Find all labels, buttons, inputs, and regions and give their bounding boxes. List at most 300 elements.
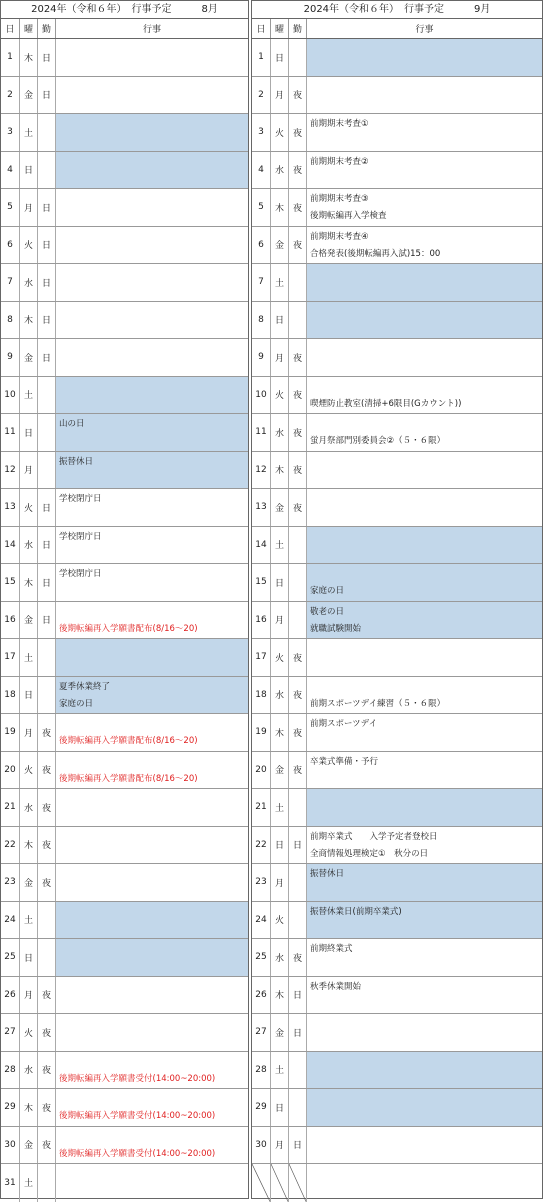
day-cell: 7 [1,264,20,301]
event-line-1 [310,79,538,96]
september-title: 2024年（令和６年） 行事予定 9月 [252,1,542,19]
event-line-2 [310,321,538,338]
event-line-1: 学校閉庁日 [59,494,102,504]
weekday-cell: 金 [20,864,38,901]
events-cell [56,564,248,601]
shift-cell: 夜 [38,1014,56,1051]
weekday-cell: 日 [20,939,38,976]
events-cell [56,864,248,901]
weekday-cell: 木 [20,1089,38,1126]
event-line-1: 前期期末考査② [310,156,369,167]
august-title: 2024年（令和６年） 行事予定 8月 [1,1,248,19]
event-line-2 [59,921,244,938]
event-line-1 [310,304,538,321]
shift-cell: 日 [289,1127,307,1164]
shift-cell: 夜 [38,1127,56,1164]
event-line-2 [59,433,244,450]
event-line-2 [59,658,244,675]
event-line-2 [59,508,244,525]
shift-cell [38,939,56,976]
event-line-2 [310,1146,538,1163]
shift-cell: 日 [38,77,56,114]
event-line-2: 後期転編再入学願書配布(8/16～20) [59,736,198,746]
table-row [1,452,248,490]
header-day: 日 [1,19,20,38]
day-cell: 8 [1,302,20,339]
events-cell [307,752,542,789]
events-cell [307,152,542,189]
shift-cell [289,302,307,339]
events-cell [56,114,248,151]
event-line-1: 振替休日 [310,869,345,879]
events-cell [307,39,542,76]
events-cell [56,902,248,939]
day-cell: 23 [252,864,271,901]
event-line-2: 全商情報処理検定① 秋分の日 [310,848,429,859]
weekday-cell: 日 [20,152,38,189]
table-row [1,789,248,827]
weekday-cell: 月 [271,864,289,901]
day-cell: 21 [252,789,271,826]
weekday-cell: 水 [271,152,289,189]
event-line-1 [59,1091,244,1108]
event-line-1 [59,1054,244,1071]
weekday-cell: 金 [271,489,289,526]
events-cell [56,302,248,339]
shift-cell: 夜 [289,152,307,189]
shift-cell [289,527,307,564]
day-cell: 27 [1,1014,20,1051]
weekday-cell: 土 [271,1052,289,1089]
events-cell [56,452,248,489]
weekday-cell: 日 [271,302,289,339]
day-cell: 13 [1,489,20,526]
table-row [252,452,542,490]
event-line-2 [310,733,538,750]
event-line-1: 山の日 [59,419,85,429]
events-cell [56,1089,248,1126]
events-cell [56,339,248,376]
events-cell [307,227,542,264]
shift-cell: 夜 [289,77,307,114]
header-events: 行事 [142,25,161,35]
day-cell: 3 [252,114,271,151]
event-line-2 [310,471,538,488]
weekday-cell: 水 [271,677,289,714]
table-row [1,1014,248,1052]
event-line-2: 喫煙防止教室(清掃+6限目(Gカウント)) [310,398,462,409]
shift-cell [38,414,56,451]
day-cell: 9 [252,339,271,376]
events-cell [307,827,542,864]
weekday-cell: 土 [20,114,38,151]
table-row [1,1089,248,1127]
weekday-cell: 金 [20,602,38,639]
event-line-2 [59,58,244,75]
table-row [252,902,542,940]
event-line-2 [59,246,244,263]
table-row [1,527,248,565]
table-row [252,527,542,565]
weekday-cell: 水 [20,789,38,826]
table-row [252,1052,542,1090]
event-line-2 [59,1033,244,1050]
day-cell: 1 [252,39,271,76]
event-line-1 [310,491,538,508]
table-row [1,939,248,977]
weekday-cell: 月 [20,977,38,1014]
shift-cell: 夜 [289,489,307,526]
table-row [252,264,542,302]
event-line-1: 学校閉庁日 [59,569,102,579]
weekday-cell: 金 [20,1127,38,1164]
event-line-1 [59,829,244,846]
table-row [1,377,248,415]
weekday-cell: 水 [20,1052,38,1089]
day-cell: 28 [1,1052,20,1089]
september-calendar [251,0,543,1199]
table-row [252,564,542,602]
day-cell: 26 [1,977,20,1014]
day-cell: 5 [1,189,20,226]
weekday-cell: 水 [20,264,38,301]
events-cell [56,264,248,301]
shift-cell [289,564,307,601]
day-cell: 14 [252,527,271,564]
day-cell: 12 [1,452,20,489]
day-cell: 15 [1,564,20,601]
weekday-cell: 水 [271,939,289,976]
event-line-2 [59,546,244,563]
day-cell: 22 [1,827,20,864]
weekday-cell: 月 [20,714,38,751]
void-slash [252,1164,270,1202]
event-line-1: 振替休日 [59,456,94,467]
events-cell [307,939,542,976]
event-line-1: 前期期末考査③ [310,194,369,204]
events-cell [56,752,248,789]
shift-cell [289,1164,307,1202]
weekday-cell: 土 [271,789,289,826]
day-cell: 19 [1,714,20,751]
shift-cell: 夜 [289,639,307,676]
day-cell: 18 [252,677,271,714]
weekday-cell: 火 [271,902,289,939]
event-line-1 [310,41,538,58]
table-row [1,902,248,940]
shift-cell [289,602,307,639]
event-line-2 [59,283,244,300]
day-cell: 10 [252,377,271,414]
table-row [252,302,542,340]
event-line-1 [59,379,244,396]
event-line-2: 就職試験開始 [310,623,362,634]
event-line-2 [310,1033,538,1050]
events-cell [56,977,248,1014]
event-line-1: 敬老の日 [310,606,345,617]
events-cell [56,827,248,864]
header-events: 行事 [415,25,434,35]
weekday-cell [271,1164,289,1202]
event-line-1 [310,416,538,433]
event-line-2: 家庭の日 [59,698,94,709]
table-row [1,714,248,752]
events-cell [56,77,248,114]
events-cell [307,1127,542,1164]
day-cell: 28 [252,1052,271,1089]
table-row [252,414,542,452]
event-line-1 [310,641,538,658]
event-line-1: 前期スポーツデイ [310,719,378,729]
table-row [1,227,248,265]
events-cell [56,489,248,526]
event-line-2 [310,1108,538,1125]
weekday-cell: 月 [271,77,289,114]
table-row [1,677,248,715]
table-row [252,939,542,977]
event-line-1: 秋季休業開始 [310,981,362,992]
day-cell [252,1164,271,1202]
event-line-2 [310,958,538,975]
shift-cell: 夜 [289,939,307,976]
event-line-2 [59,808,244,825]
shift-cell [38,639,56,676]
weekday-cell: 日 [20,677,38,714]
weekday-cell: 木 [271,977,289,1014]
weekday-cell: 火 [271,377,289,414]
day-cell: 30 [1,1127,20,1164]
event-line-1 [59,304,244,321]
day-cell: 3 [1,114,20,151]
weekday-cell: 日 [20,414,38,451]
event-line-2: 後期転編再入学願書受付(14:00~20:00) [59,1148,216,1159]
event-line-2 [310,508,538,525]
event-line-2 [59,1183,244,1200]
table-row [252,827,542,865]
day-cell: 11 [1,414,20,451]
events-cell [307,1164,542,1202]
day-cell: 21 [1,789,20,826]
events-cell [307,714,542,751]
weekday-cell: 火 [271,639,289,676]
shift-cell [38,1164,56,1202]
shift-cell: 夜 [289,189,307,226]
shift-cell: 夜 [289,339,307,376]
events-cell [56,639,248,676]
table-row [252,1164,542,1202]
day-cell: 11 [252,414,271,451]
event-line-1: 前期期末考査④ [310,231,369,242]
events-cell [56,227,248,264]
event-line-1 [59,266,244,283]
shift-cell [38,902,56,939]
table-row [1,77,248,115]
event-line-2 [310,546,538,563]
table-row [1,639,248,677]
event-line-1: 前期卒業式 入学予定者登校日 [310,831,438,842]
table-row [252,714,542,752]
event-line-2: 後期転編再入学検査 [310,211,387,221]
shift-cell: 日 [289,977,307,1014]
table-row [1,39,248,77]
shift-cell: 日 [38,339,56,376]
shift-cell: 夜 [38,864,56,901]
weekday-cell: 日 [271,827,289,864]
events-cell [307,527,542,564]
day-cell: 5 [252,189,271,226]
events-cell [56,1014,248,1051]
event-line-1 [59,116,244,133]
event-line-1 [59,979,244,996]
day-cell: 27 [252,1014,271,1051]
weekday-cell: 金 [271,752,289,789]
shift-cell [289,1052,307,1089]
table-row [252,489,542,527]
table-row [252,227,542,265]
table-row [1,114,248,152]
table-row [252,339,542,377]
event-line-1 [59,604,244,621]
shift-cell: 夜 [289,677,307,714]
shift-cell: 夜 [289,452,307,489]
table-row [252,114,542,152]
event-line-1 [310,529,538,546]
event-line-1 [59,229,244,246]
shift-cell: 夜 [289,414,307,451]
table-row [1,264,248,302]
event-line-2 [310,58,538,75]
shift-cell [289,864,307,901]
event-line-2 [310,771,538,788]
day-cell: 8 [252,302,271,339]
table-row [1,827,248,865]
table-row [1,752,248,790]
day-cell: 20 [252,752,271,789]
event-line-2 [59,846,244,863]
shift-cell: 夜 [38,977,56,1014]
event-line-1 [59,904,244,921]
event-line-2: 家庭の日 [310,586,345,596]
weekday-cell: 木 [271,714,289,751]
events-cell [307,1014,542,1051]
table-row [1,564,248,602]
weekday-cell: 土 [20,1164,38,1202]
event-line-2 [59,358,244,375]
day-cell: 30 [252,1127,271,1164]
day-cell: 23 [1,864,20,901]
event-line-1: 学校閉庁日 [59,531,102,542]
shift-cell [38,677,56,714]
shift-cell [289,1089,307,1126]
event-line-1 [59,866,244,883]
shift-cell [289,789,307,826]
day-cell: 12 [252,452,271,489]
event-line-1 [59,641,244,658]
weekday-cell: 月 [271,602,289,639]
weekday-cell: 日 [271,39,289,76]
shift-cell: 日 [289,1014,307,1051]
events-cell [307,114,542,151]
events-cell [307,452,542,489]
events-cell [56,677,248,714]
shift-cell: 日 [38,302,56,339]
event-line-1 [310,1054,538,1071]
event-line-1 [310,1129,538,1146]
table-row [1,489,248,527]
weekday-cell: 日 [271,1089,289,1126]
event-line-1 [59,716,244,733]
events-cell [307,264,542,301]
weekday-cell: 木 [271,452,289,489]
day-cell: 7 [252,264,271,301]
day-cell: 2 [252,77,271,114]
header-weekday: 曜 [271,19,289,38]
table-row [1,189,248,227]
weekday-cell: 火 [20,752,38,789]
event-line-2 [59,471,244,488]
weekday-cell: 土 [271,527,289,564]
weekday-cell: 金 [20,339,38,376]
event-line-2 [310,283,538,300]
events-cell [56,602,248,639]
events-cell [307,602,542,639]
day-cell: 15 [252,564,271,601]
event-line-2 [59,321,244,338]
events-cell [307,564,542,601]
events-cell [56,527,248,564]
day-cell: 4 [252,152,271,189]
day-cell: 9 [1,339,20,376]
weekday-cell: 金 [20,77,38,114]
events-cell [307,414,542,451]
table-row [252,189,542,227]
table-row [1,602,248,640]
event-line-2: 合格発表(後期転編再入試)15：00 [310,248,441,259]
day-cell: 17 [252,639,271,676]
event-line-2 [310,1071,538,1088]
table-row [1,977,248,1015]
void-slash [271,1164,288,1202]
shift-cell [38,152,56,189]
events-cell [307,77,542,114]
weekday-cell: 木 [20,564,38,601]
event-line-1 [59,791,244,808]
shift-cell: 夜 [38,827,56,864]
event-line-1 [310,266,538,283]
event-line-1 [310,454,538,471]
table-row [252,789,542,827]
events-cell [307,189,542,226]
event-line-1 [59,41,244,58]
event-line-2 [310,996,538,1013]
weekday-cell: 水 [20,527,38,564]
event-line-2 [310,96,538,113]
event-line-1 [310,679,538,696]
shift-cell: 日 [289,827,307,864]
void-slash [289,1164,306,1202]
events-cell [307,339,542,376]
shift-cell [289,902,307,939]
shift-cell: 夜 [38,1089,56,1126]
shift-cell: 日 [38,602,56,639]
shift-cell: 夜 [38,714,56,751]
event-line-2 [59,883,244,900]
event-line-1: 前期終業式 [310,944,353,954]
day-cell: 25 [1,939,20,976]
table-row [1,864,248,902]
events-cell [307,864,542,901]
day-cell: 18 [1,677,20,714]
